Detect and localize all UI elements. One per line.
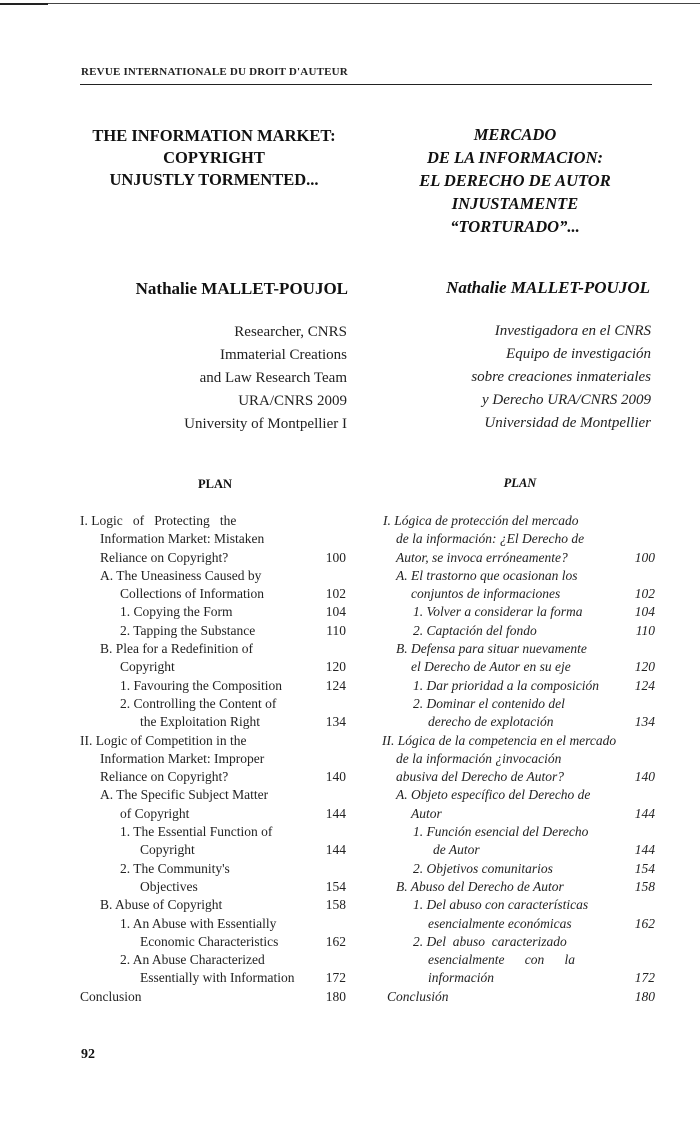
author-english: Nathalie MALLET-POUJOL	[135, 279, 348, 298]
toc-entry-title: II. Logic of Competition in the	[80, 732, 247, 748]
affiliation-line: Equipo de investigación	[506, 346, 651, 362]
toc-entry-title: 2. Dominar el contenido del	[413, 695, 565, 711]
toc-entry-page: 110	[326, 622, 346, 638]
toc-entry	[383, 860, 653, 878]
toc-entry-page: 144	[325, 842, 346, 858]
title-english-line: UNJUSTLY TORMENTED...	[109, 170, 319, 189]
toc-entry-page: 180	[634, 988, 655, 1004]
toc-entry-title: Economic Characteristics	[140, 933, 279, 949]
toc-entry-title: Autor, se invoca erróneamente?	[396, 549, 568, 565]
toc-entry	[383, 750, 653, 768]
toc-entry	[80, 896, 350, 914]
toc-entry-title: 1. Del abuso con características	[413, 897, 589, 913]
toc-entry-title: 2. Captación del fondo	[413, 622, 537, 638]
affiliation-line: Investigadora en el CNRS	[494, 323, 651, 339]
toc-entry-title: información	[428, 970, 494, 986]
toc-entry	[80, 695, 350, 713]
toc-entry	[80, 640, 350, 658]
toc-entry-title: de la información ¿invocación	[396, 750, 562, 766]
toc-entry-page: 144	[634, 842, 655, 858]
toc-entry	[383, 512, 653, 530]
toc-entry	[80, 951, 350, 969]
toc-entry	[383, 732, 653, 750]
toc-entry-page: 154	[325, 878, 346, 894]
affiliation-spanish	[390, 320, 651, 435]
toc-entry-title: I. Lógica de protección del mercado	[383, 513, 579, 528]
toc-entry-page: 120	[325, 659, 346, 675]
toc-entry	[80, 750, 350, 768]
toc-entry	[80, 988, 350, 1006]
toc-entry	[80, 786, 350, 804]
toc-entry	[383, 695, 653, 713]
toc-entry-page: 144	[325, 805, 346, 821]
toc-entry	[80, 530, 350, 548]
plan-heading-english: PLAN	[197, 477, 233, 491]
toc-entry	[383, 988, 653, 1006]
toc-entry	[383, 915, 653, 933]
title-english-line: COPYRIGHT	[163, 148, 265, 167]
running-head: REVUE INTERNATIONALE DU DROIT D'AUTEUR	[81, 66, 348, 78]
toc-entry	[383, 786, 653, 804]
top-edge-rule	[0, 3, 700, 4]
toc-entry-title: 1. An Abuse with Essentially	[120, 915, 277, 931]
toc-entry	[383, 896, 653, 914]
toc-entry	[383, 768, 653, 786]
toc-entry-page: 134	[634, 714, 655, 730]
toc-entry	[383, 603, 653, 621]
toc-entry	[383, 713, 653, 731]
toc-entry-title: 1. Copying the Form	[120, 604, 233, 620]
toc-entry-page: 110	[635, 622, 655, 638]
toc-entry	[80, 860, 350, 878]
toc-entry-title: de la información: ¿El Derecho de	[396, 531, 585, 547]
toc-entry-title: 2. Controlling the Content of	[120, 695, 277, 711]
table-of-contents-spanish	[383, 512, 653, 1006]
toc-entry-title: esencialmente económicas	[428, 915, 572, 931]
toc-entry	[383, 951, 653, 969]
toc-entry	[383, 969, 653, 987]
table-of-contents-english	[80, 512, 350, 1006]
toc-entry-page: 120	[634, 659, 655, 675]
toc-entry-page: 102	[634, 586, 655, 602]
page-number: 92	[81, 1047, 95, 1062]
toc-entry-page: 154	[634, 860, 655, 876]
toc-entry-title: 1. Favouring the Composition	[120, 677, 282, 693]
affiliation-line: University of Montpellier I	[184, 416, 347, 432]
toc-entry	[80, 585, 350, 603]
toc-entry-title: 2. Del abuso caracterizado	[413, 933, 567, 949]
title-spanish-line: “TORTURADO”...	[450, 217, 580, 236]
toc-entry-page: 100	[325, 549, 346, 565]
toc-entry-page: 172	[634, 970, 655, 986]
toc-entry-title: 2. Objetivos comunitarios	[413, 860, 553, 876]
toc-entry-title: B. Abuse of Copyright	[100, 897, 223, 913]
toc-entry-title: conjuntos de informaciones	[411, 586, 561, 602]
toc-entry	[383, 530, 653, 548]
affiliation-line: y Derecho URA/CNRS 2009	[482, 392, 651, 408]
toc-entry	[383, 585, 653, 603]
toc-entry	[383, 549, 653, 567]
toc-entry	[80, 768, 350, 786]
header-rule	[80, 84, 652, 85]
toc-entry-page: 124	[634, 677, 655, 693]
toc-entry-title: of Copyright	[120, 805, 190, 821]
affiliation-line: Immaterial Creations	[219, 347, 347, 363]
toc-entry-page: 104	[634, 604, 655, 620]
toc-entry	[80, 622, 350, 640]
toc-entry-title: 2. An Abuse Characterized	[120, 952, 265, 968]
toc-entry	[383, 640, 653, 658]
toc-entry	[80, 878, 350, 896]
toc-entry-title: A. The Uneasiness Caused by	[100, 567, 262, 583]
toc-entry-title: Reliance on Copyright?	[100, 549, 229, 565]
toc-entry-title: Objectives	[140, 878, 198, 894]
toc-entry-title: Reliance on Copyright?	[100, 769, 229, 785]
toc-entry	[80, 603, 350, 621]
toc-entry-page: 172	[325, 970, 346, 986]
toc-entry	[80, 549, 350, 567]
title-spanish-line: INJUSTAMENTE	[451, 194, 579, 213]
affiliation-line: sobre creaciones inmateriales	[471, 369, 651, 385]
toc-entry	[383, 878, 653, 896]
toc-entry	[383, 933, 653, 951]
toc-entry-title: Copyright	[120, 659, 175, 675]
toc-entry-title: 1. Dar prioridad a la composición	[413, 677, 600, 693]
affiliation-line: and Law Research Team	[199, 370, 347, 386]
toc-entry-title: Autor	[411, 805, 442, 821]
plan-heading-spanish: PLAN	[503, 476, 537, 490]
toc-entry-title: A. The Specific Subject Matter	[100, 787, 269, 803]
toc-entry-title: 1. The Essential Function of	[120, 824, 273, 840]
toc-entry-page: 100	[634, 549, 655, 565]
toc-entry-title: Conclusión	[387, 988, 449, 1004]
toc-entry-title: esencialmente con la	[428, 952, 575, 968]
toc-entry-title: the Exploitation Right	[140, 714, 260, 730]
toc-entry	[80, 823, 350, 841]
toc-entry-page: 140	[634, 769, 655, 785]
title-spanish-line: MERCADO	[473, 125, 557, 144]
toc-entry	[383, 823, 653, 841]
toc-entry	[383, 677, 653, 695]
toc-entry	[80, 677, 350, 695]
toc-entry	[80, 732, 350, 750]
affiliation-line: Researcher, CNRS	[234, 324, 347, 340]
top-edge-rule-mark	[0, 3, 48, 5]
title-spanish-line: DE LA INFORMACION:	[426, 148, 604, 167]
toc-entry	[80, 567, 350, 585]
toc-entry-title: 1. Volver a considerar la forma	[413, 604, 583, 620]
toc-entry	[383, 622, 653, 640]
toc-entry-title: Collections of Information	[120, 586, 264, 602]
affiliation-line: Universidad de Montpellier	[484, 415, 651, 431]
toc-entry-title: I. Logic of Protecting the	[80, 513, 237, 528]
toc-entry-page: 144	[634, 805, 655, 821]
affiliation-english	[90, 321, 347, 436]
toc-entry-title: 2. Tapping the Substance	[120, 622, 256, 638]
toc-entry-page: 162	[325, 933, 346, 949]
toc-entry	[80, 933, 350, 951]
toc-entry-page: 180	[325, 988, 346, 1004]
toc-entry	[80, 713, 350, 731]
toc-entry-title: Information Market: Improper	[100, 750, 265, 766]
toc-entry-page: 102	[325, 586, 346, 602]
toc-entry-title: 1. Función esencial del Derecho	[413, 824, 589, 840]
toc-entry	[80, 658, 350, 676]
toc-entry-title: de Autor	[433, 842, 480, 858]
toc-entry-title: Information Market: Mistaken	[100, 531, 265, 547]
toc-entry	[383, 658, 653, 676]
title-spanish	[380, 123, 650, 238]
toc-entry	[383, 567, 653, 585]
toc-entry	[80, 915, 350, 933]
toc-entry-title: Copyright	[140, 842, 195, 858]
toc-entry-page: 134	[325, 714, 346, 730]
toc-entry-page: 140	[325, 769, 346, 785]
toc-entry-title: A. Objeto específico del Derecho de	[396, 787, 591, 803]
toc-entry-title: derecho de explotación	[428, 714, 554, 730]
toc-entry	[80, 805, 350, 823]
toc-entry-title: Essentially with Information	[140, 970, 295, 986]
toc-entry-title: 2. The Community's	[120, 860, 230, 876]
affiliation-line: URA/CNRS 2009	[238, 393, 347, 409]
toc-entry-title: abusiva del Derecho de Autor?	[396, 769, 564, 785]
title-spanish-line: EL DERECHO DE AUTOR	[419, 171, 611, 190]
toc-entry-title: II. Lógica de la competencia en el mercado	[382, 732, 617, 748]
toc-entry-page: 158	[634, 878, 655, 894]
toc-entry	[80, 969, 350, 987]
toc-entry-page: 124	[325, 677, 346, 693]
toc-entry-page: 162	[634, 915, 655, 931]
toc-entry-title: B. Abuso del Derecho de Autor	[396, 878, 564, 894]
toc-entry	[383, 841, 653, 859]
title-english-line: THE INFORMATION MARKET:	[92, 126, 336, 145]
author-spanish: Nathalie MALLET-POUJOL	[446, 278, 650, 297]
toc-entry-title: el Derecho de Autor en su eje	[411, 659, 571, 675]
toc-entry	[80, 512, 350, 530]
toc-entry-title: Conclusion	[80, 988, 142, 1004]
toc-entry-title: B. Plea for a Redefinition of	[100, 641, 253, 657]
toc-entry-page: 104	[325, 604, 346, 620]
title-english	[78, 125, 350, 191]
toc-entry	[383, 805, 653, 823]
toc-entry	[80, 841, 350, 859]
toc-entry-page: 158	[325, 897, 346, 913]
toc-entry-title: A. El trastorno que ocasionan los	[396, 567, 578, 583]
toc-entry-title: B. Defensa para situar nuevamente	[396, 641, 587, 657]
